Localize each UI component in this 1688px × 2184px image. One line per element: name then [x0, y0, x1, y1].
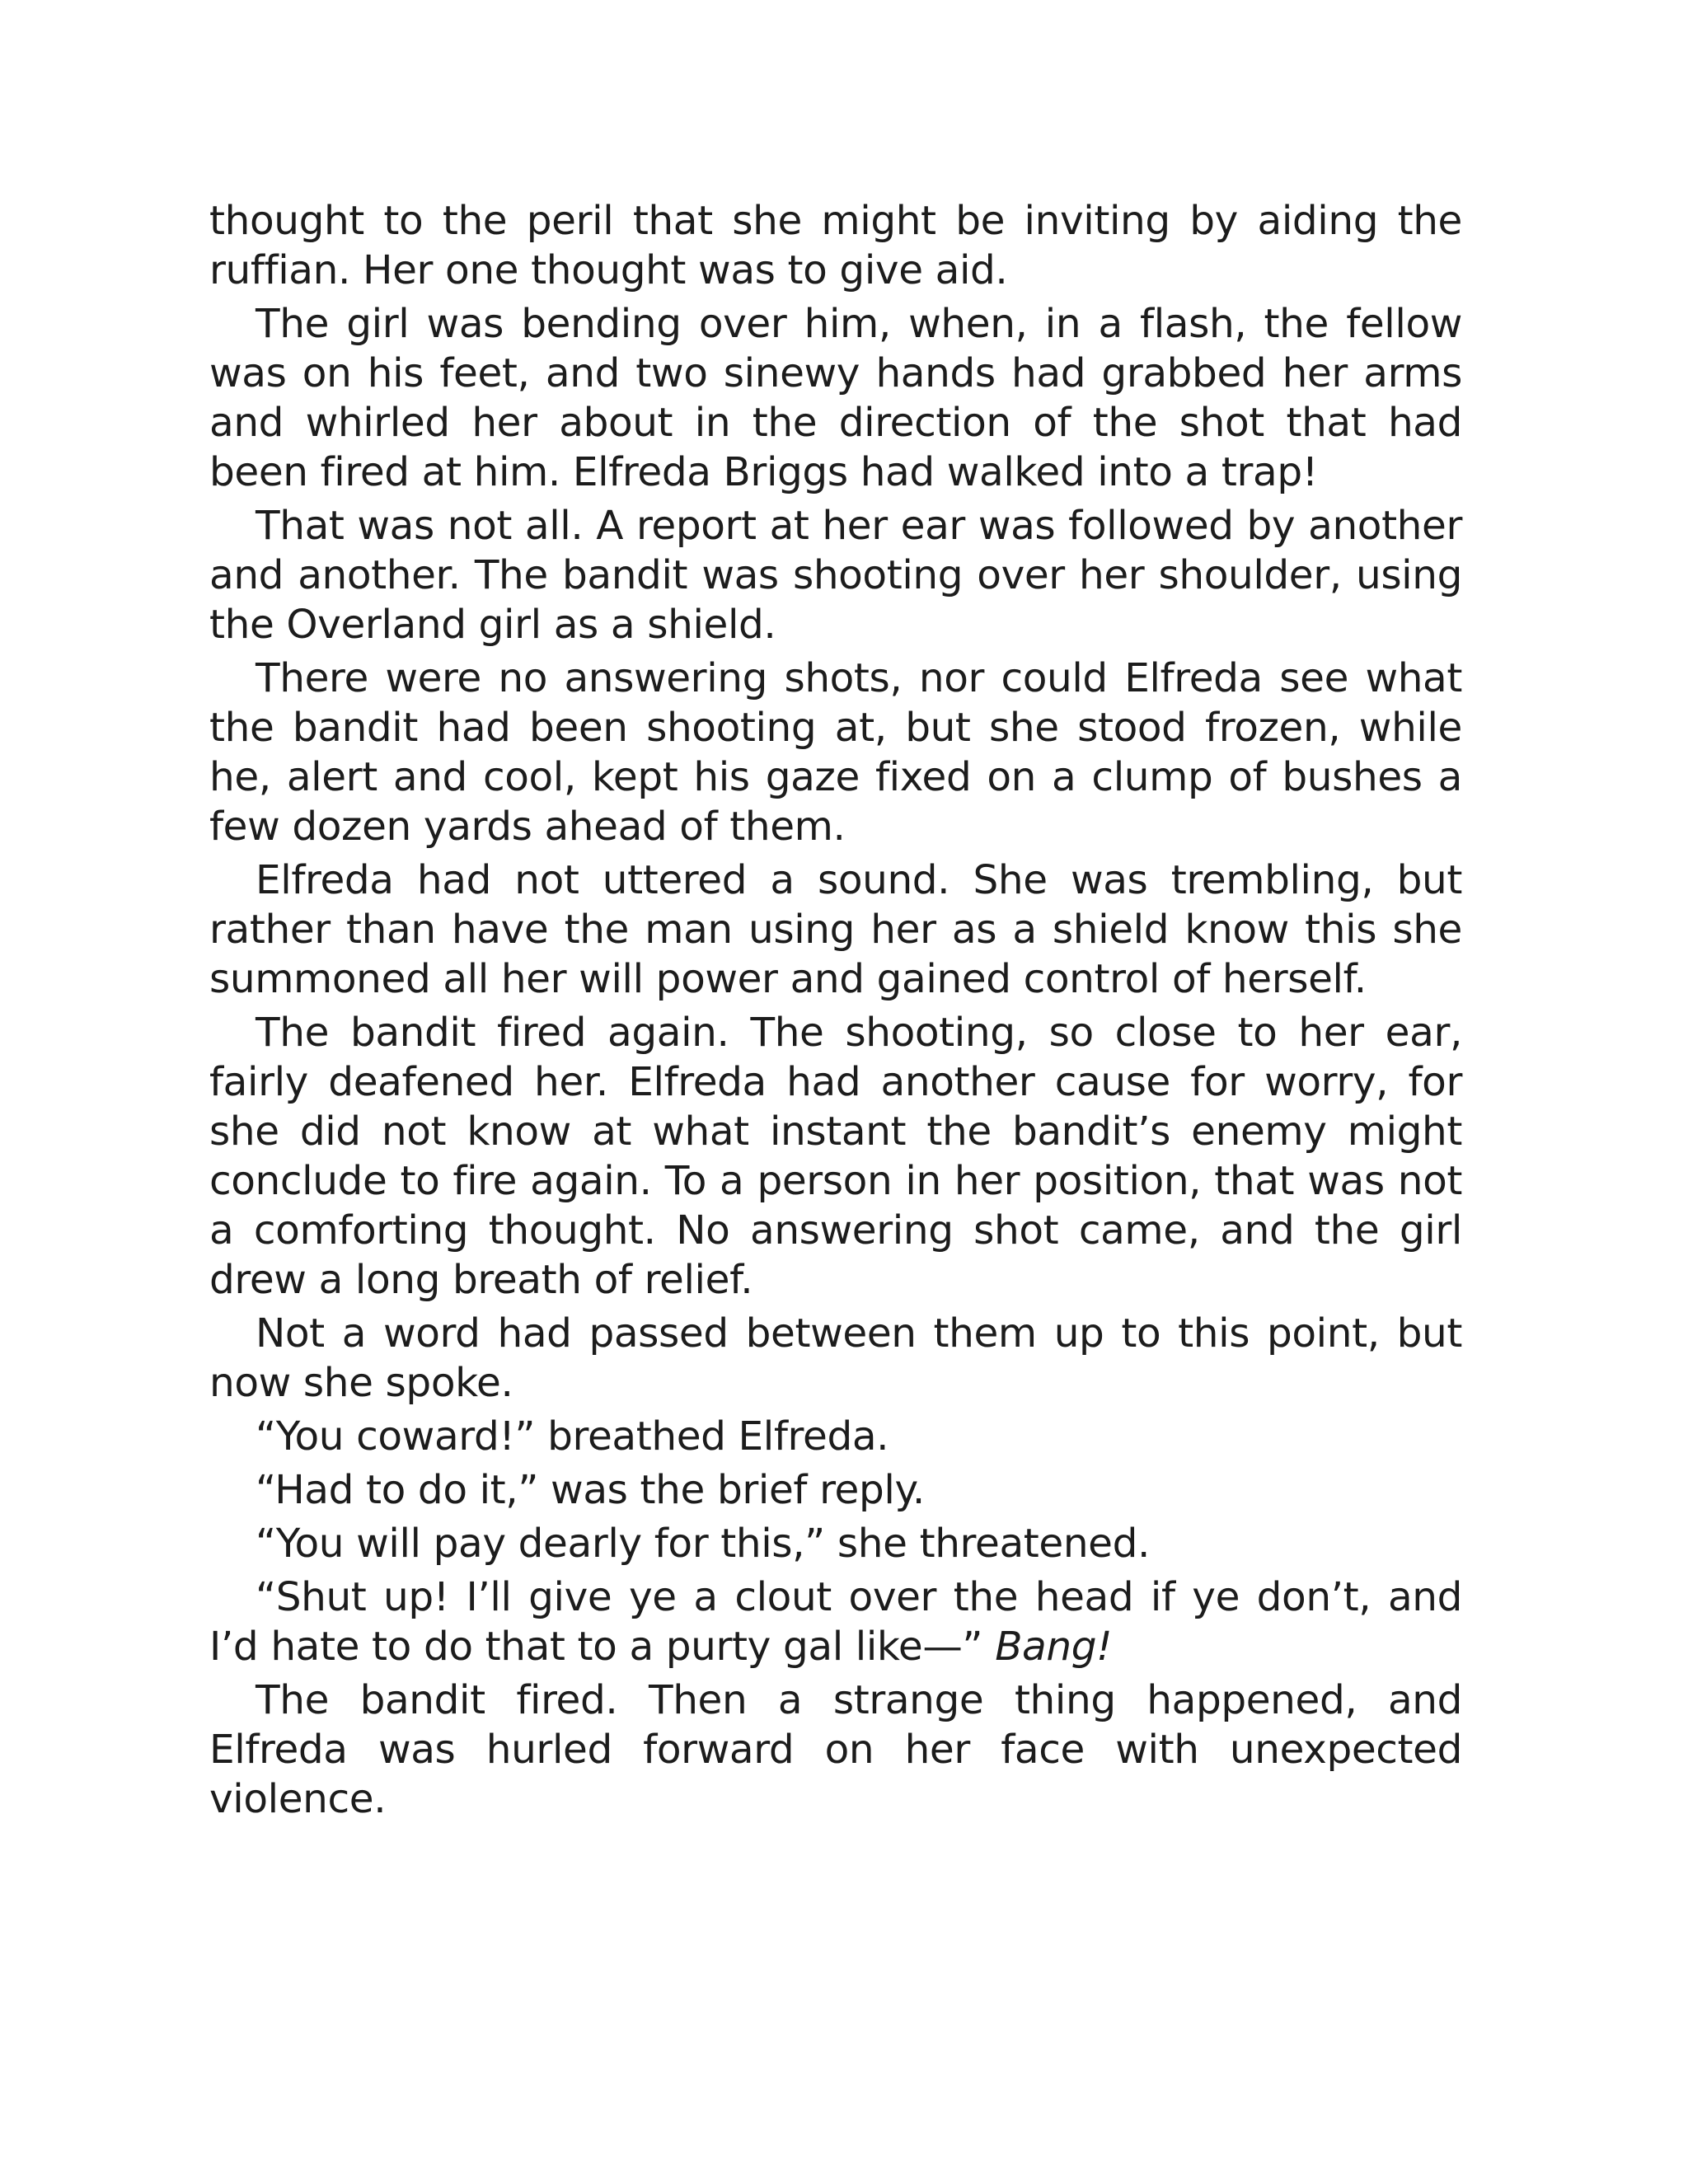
italic-exclamation: Bang!: [995, 1624, 1113, 1670]
paragraph: That was not all. A report at her ear was followed by another and another. The bandit was shooting over her shoulder, using the Overland girl as a shield.: [209, 503, 1462, 648]
page-body: [209, 196, 1462, 1828]
paragraph: Not a word had passed between them up to this point, but now she spoke.: [209, 1310, 1462, 1406]
paragraph: The bandit fired. Then a strange thing happened, and Elfreda was hurled forward on her face with unexpected violence.: [209, 1677, 1462, 1822]
dialogue-line: “Had to do it,” was the brief reply.: [256, 1467, 925, 1513]
paragraph: There were no answering shots, nor could Elfreda see what the bandit had been shooting at, but she stood frozen, while he, alert and cool, kept his gaze fixed on a clump of bushes a few dozen yards ahead of them.: [209, 655, 1462, 850]
dialogue-line: “You will pay dearly for this,” she threatened.: [256, 1521, 1151, 1567]
dialogue-text: “Shut up! I’ll give ye a clout over the head if ye don’t, and I’d hate to do that to a purty gal like—”: [209, 1574, 1462, 1670]
paragraph: Elfreda had not uttered a sound. She was trembling, but rather than have the man using her as a shield know this she summoned all her will power and gained control of herself.: [209, 857, 1462, 1002]
dialogue-line: [209, 1572, 1462, 1671]
paragraph: The girl was bending over him, when, in a flash, the fellow was on his feet, and two sinewy hands had grabbed her arms and whirled her about in the direction of the shot that had been fired at him. Elfreda Briggs had walked into a trap!: [209, 301, 1462, 495]
paragraph: The bandit fired again. The shooting, so close to her ear, fairly deafened her. Elfreda had another cause for worry, for she did not know at what instant the bandit’s enemy might conclude to fire again. To a person in her position, that was not a comforting thought. No answering shot came, and the girl drew a long breath of relief.: [209, 1010, 1462, 1303]
paragraph: thought to the peril that she might be inviting by aiding the ruffian. Her one thought was to give aid.: [209, 198, 1462, 293]
dialogue-line: “You coward!” breathed Elfreda.: [256, 1413, 889, 1460]
